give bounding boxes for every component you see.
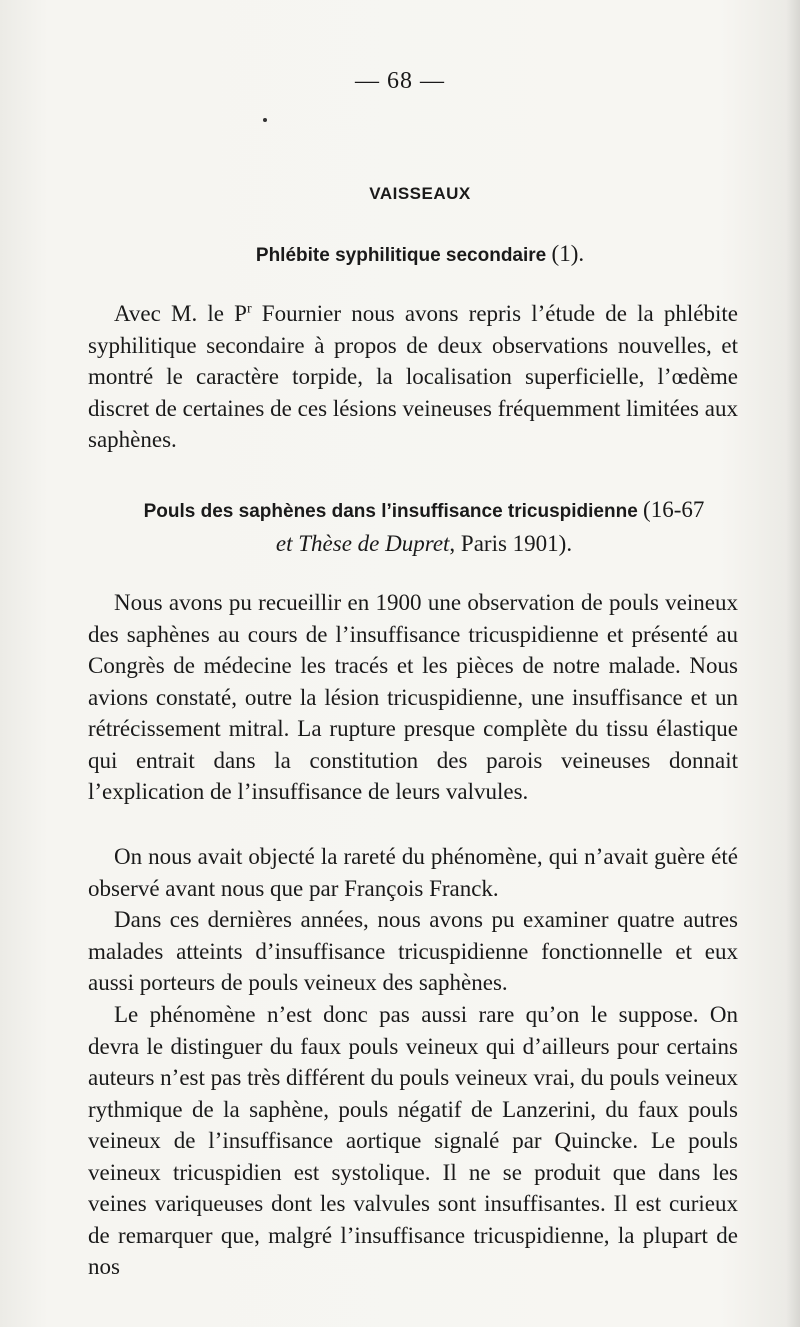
heading-pouls-line2 — [104, 528, 744, 560]
heading-pouls-italic: et Thèse de Dupret — [275, 531, 450, 556]
page-number: — 68 — — [355, 68, 445, 94]
paragraph-quatre-malades: Dans ces dernières années, nous avons pu examiner quatre autres malades atteints d’insuffisance tricuspidienne fonctionnelle et eux aussi porteurs de pouls veineux des saphènes. — [88, 907, 738, 995]
heading-pouls-rest: , Paris 1901). — [449, 531, 573, 556]
heading-pouls-text: Pouls des saphènes dans l’insuffisance tricuspidienne — [143, 501, 638, 522]
heading-pouls-line1 — [104, 494, 744, 528]
heading-pouls-ref-start: (16-67 — [643, 497, 705, 522]
section-title: VAISSEAUX — [369, 184, 471, 203]
heading-phlebite-ref: (1). — [551, 241, 585, 266]
paragraph-observation: Nous avons pu recueillir en 1900 une observation de pouls veineux des saphènes au cours de l’insuffisance tricuspidienne et présenté au Congrès de médecine les tracés et les pièces de notre malade. Nous avions constaté, outre la lésion tricuspidienne, une insuffisance et un rétrécissement mitral. La rupture presque complète du tissu élastique qui entrait dans la constitution des parois veineuses donnait l’explication de l’insuffisance de leurs valvules. — [88, 590, 738, 804]
heading-phlebite — [0, 238, 800, 272]
paragraph-objection: On nous avait objecté la rareté du phénomène, qui n’avait guère été observé avant nous que par François Franck. — [88, 844, 738, 901]
heading-phlebite-text: Phlébite syphilitique secondaire — [255, 245, 547, 266]
paragraph-phlebite-start: Avec M. le P — [114, 301, 247, 326]
superscript-r: r — [246, 301, 252, 317]
ink-dot — [263, 118, 267, 122]
paragraph-phlebite — [88, 298, 738, 456]
heading-pouls-saphenes — [104, 494, 744, 560]
paragraph-phenomene: Le phénomène n’est donc pas aussi rare qu’on le suppose. On devra le distinguer du faux pouls veineux qui d’ailleurs pour certains auteurs n’est pas très différent du pouls veineux vrai, du pouls veineux rythmique de la saphène, pouls négatif de Lanzerini, du faux pouls veineux de l’insuffisance aortique signalé par Quincke. Le pouls veineux tricuspidien est systolique. Il ne se produit que dans les veines variqueuses dont les valvules sont insuffisantes. Il est curieux de remarquer que, malgré l’insuffisance tricuspidienne, la plupart de nos — [88, 1002, 738, 1279]
paragraph-phlebite-rest: Fournier nous avons repris l’étude de la phlébite syphilitique secondaire à propos de deux observations nouvelles, et montré le caractère torpide, la localisation superficielle, l’œdème discret de certaines de ces lésions veineuses fréquemment limitées aux saphènes. — [88, 301, 738, 452]
